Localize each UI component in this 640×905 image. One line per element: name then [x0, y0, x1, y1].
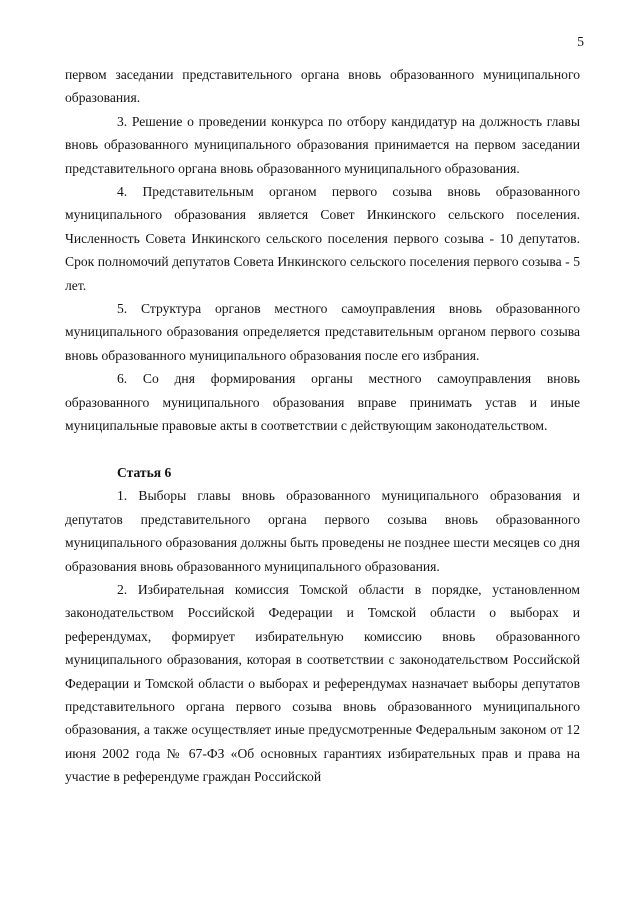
paragraph-item-3: 3. Решение о проведении конкурса по отбору кандидатур на должность главы вновь образованного муниципального образования принимается на первом заседании представительного органа вновь образованного муниципального образования.	[65, 113, 580, 176]
article-heading: Статья 6	[117, 464, 172, 480]
page-number: 5	[577, 34, 584, 49]
document-body	[65, 63, 580, 789]
paragraph-item-6: 6. Со дня формирования органы местного самоуправления вновь образованного муниципального образования вправе принимать устав и иные муниципальные правовые акты в соответствии с действующим законодательством.	[65, 371, 580, 434]
paragraph-item-5: 5. Структура органов местного самоуправления вновь образованного муниципального образования определяется представительным органом первого созыва вновь образованного муниципального образования после его избрания.	[65, 301, 580, 363]
article-paragraph-2: 2. Избирательная комиссия Томской области в порядке, установленном законодательством Российской Федерации и Томской области о выборах и референдумах, формирует избирательную комиссию вновь образованного муниципального образования, которая в соответствии с законодательством Российской Федерации и Томской области о выборах и референдумах назначает выборы депутатов представительного органа первого созыва вновь образованного муниципального образования, а также осуществляет иные предусмотренные Федеральным законом от 12 июня 2002 года № 67-ФЗ «Об основных гарантиях избирательных прав и права на участие в референдуме граждан Российской	[65, 581, 580, 785]
article-paragraph-1: 1. Выборы главы вновь образованного муниципального образования и депутатов представительного органа первого созыва вновь образованного муниципального образования должны быть проведены не позднее шести месяцев со дня образования вновь образованного муниципального образования.	[65, 488, 580, 574]
paragraph-item-4: 4. Представительным органом первого созыва вновь образованного муниципального образования является Совет Инкинского сельского поселения. Численность Совета Инкинского сельского поселения первого созыва - 10 депутатов. Срок полномочий депутатов Совета Инкинского сельского поселения первого созыва - 5 лет.	[65, 184, 580, 293]
paragraph-continuation: первом заседании представительного органа вновь образованного муниципального образования.	[65, 67, 580, 106]
